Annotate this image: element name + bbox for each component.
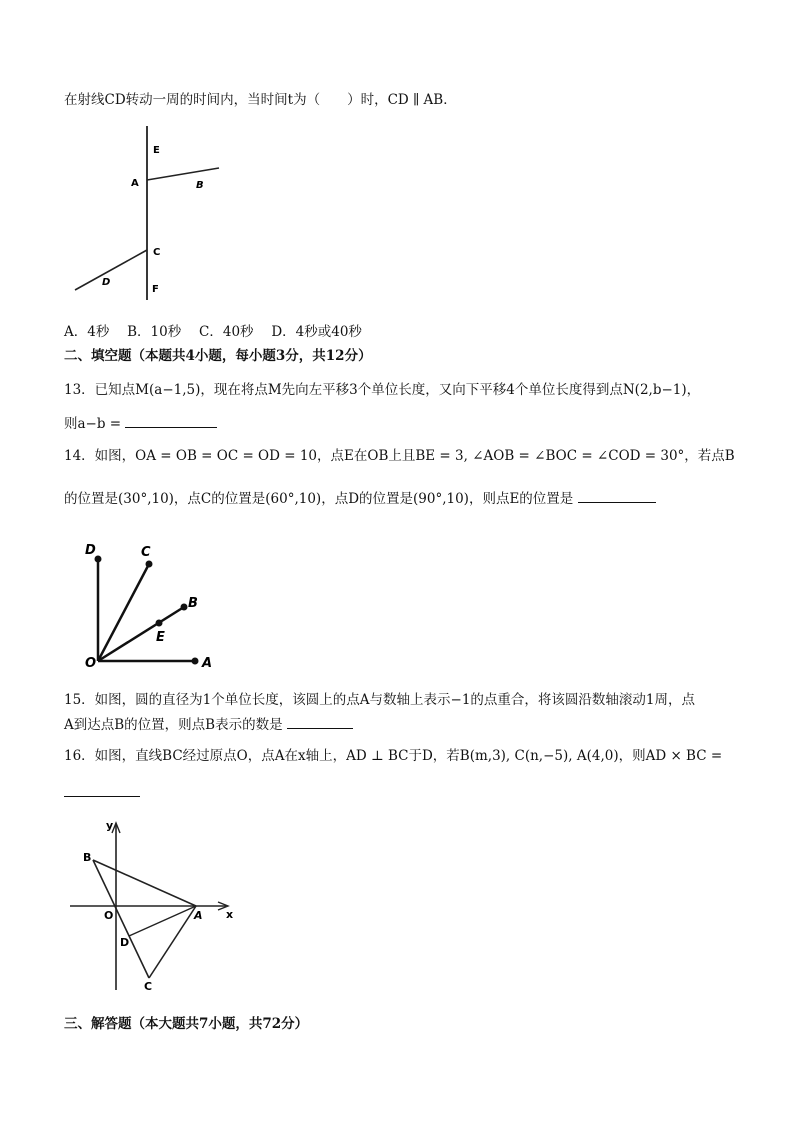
label-b: B bbox=[188, 596, 198, 611]
label-f: F bbox=[152, 284, 159, 295]
label-d: D bbox=[85, 543, 96, 558]
label-c: C bbox=[153, 247, 161, 258]
label-e: E bbox=[153, 145, 160, 156]
segment-ba bbox=[93, 860, 196, 906]
figure-coordinate-triangle bbox=[66, 815, 241, 995]
label-c: C bbox=[144, 980, 153, 993]
label-y: y bbox=[106, 819, 114, 832]
section-3-heading: 三、解答题（本大题共7小题，共72分） bbox=[64, 1016, 309, 1032]
question-13-line2 bbox=[64, 413, 217, 434]
answer-blank-16[interactable] bbox=[64, 782, 140, 797]
label-b: B bbox=[196, 180, 204, 191]
figure-rays-oa-ob-oc-od bbox=[78, 535, 228, 675]
question-16-line1: 16．如图，直线BC经过原点O，点A在x轴上，AD ⊥ BC于D，若B(m,3), C(n,−5), A(4,0)，则AD × BC = bbox=[64, 748, 723, 764]
question-15-line2 bbox=[64, 714, 353, 735]
label-b: B bbox=[83, 851, 92, 864]
answer-blank-15[interactable] bbox=[287, 714, 353, 729]
label-o: O bbox=[104, 909, 114, 922]
label-c: C bbox=[141, 545, 151, 560]
question-14-prompt: 的位置是(30°,10)，点C的位置是(60°,10)，点D的位置是(90°,10)，则点E的位置是 bbox=[64, 491, 574, 507]
question-13-line1: 13．已知点M(a−1,5)，现在将点M先向左平移3个单位长度，又向下平移4个单位长度得到点N(2,b−1)， bbox=[64, 382, 701, 398]
question-12-tail: 在射线CD转动一周的时间内，当时间t为（ ）时，CD ∥ AB． bbox=[64, 92, 457, 108]
question-15-prompt: A到达点B的位置，则点B表示的数是 bbox=[64, 717, 283, 733]
point-c bbox=[146, 561, 153, 568]
label-x: x bbox=[226, 908, 234, 921]
question-15-line1: 15．如图，圆的直径为1个单位长度，该圆上的点A与数轴上表示−1的点重合，将该圆沿数轴滚动1周，点 bbox=[64, 692, 696, 708]
question-12-options: A．4秒 B．10秒 C．40秒 D．4秒或40秒 bbox=[64, 324, 362, 340]
question-13-prompt: 则a−b = bbox=[64, 416, 122, 432]
point-b bbox=[181, 604, 188, 611]
figure-rays-ab-cd bbox=[66, 122, 231, 307]
label-d: D bbox=[102, 277, 111, 288]
label-e: E bbox=[156, 630, 165, 645]
point-a bbox=[192, 658, 199, 665]
ray-ab bbox=[147, 168, 219, 180]
label-a: A bbox=[202, 656, 213, 671]
section-2-heading: 二、填空题（本题共4小题，每小题3分，共12分） bbox=[64, 348, 372, 364]
label-d: D bbox=[120, 936, 130, 949]
label-a: A bbox=[194, 909, 203, 922]
question-14-line2 bbox=[64, 488, 656, 509]
label-o: O bbox=[85, 656, 97, 671]
line-bc bbox=[93, 860, 149, 978]
point-e bbox=[156, 620, 163, 627]
question-14-line1: 14．如图，OA = OB = OC = OD = 10，点E在OB上且BE = 3, ∠AOB = ∠BOC = ∠COD = 30°，若点B bbox=[64, 448, 735, 464]
label-a: A bbox=[131, 178, 139, 189]
answer-blank-14[interactable] bbox=[578, 488, 656, 503]
question-16-line2 bbox=[64, 782, 140, 803]
ray-cd bbox=[75, 250, 147, 290]
answer-blank-13[interactable] bbox=[125, 413, 217, 428]
